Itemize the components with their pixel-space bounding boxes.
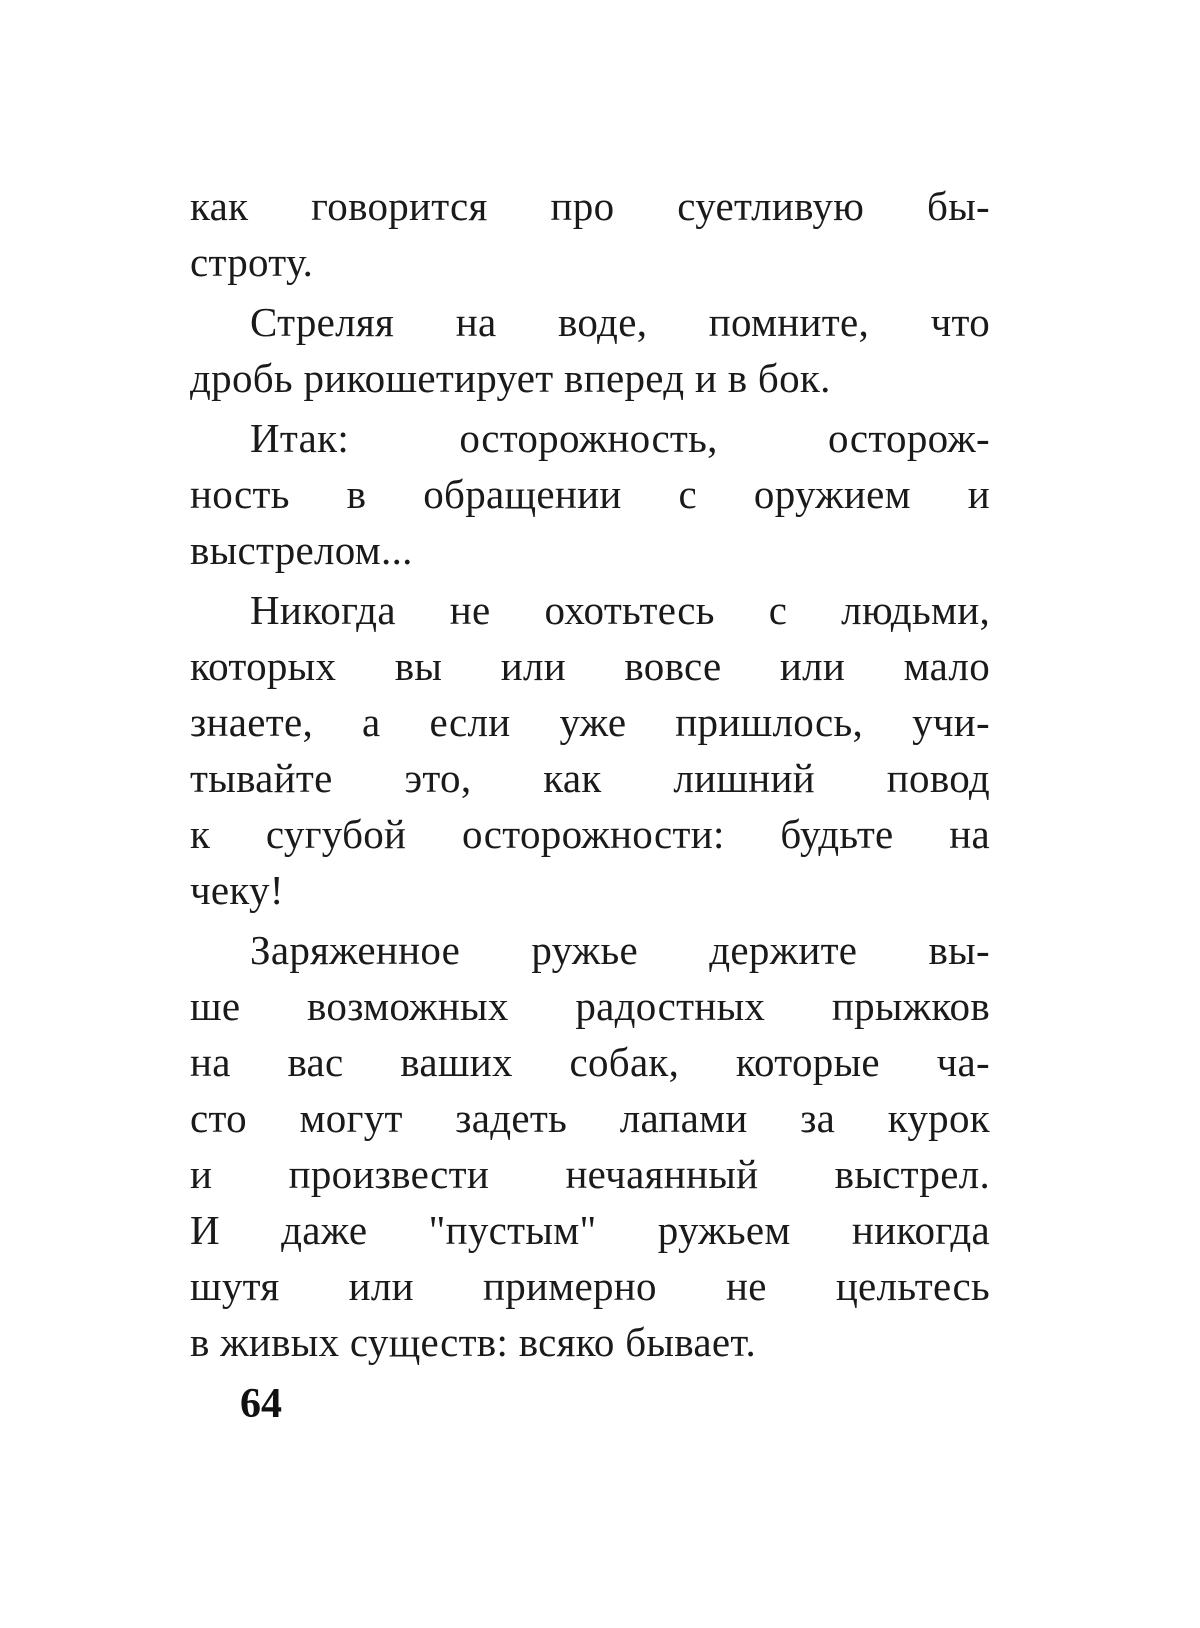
text-line: знаете, а если уже пришлось, учи- [190, 699, 990, 745]
text-line: чеку! [190, 867, 284, 913]
text-line: Заряженное ружье держите вы- [250, 927, 990, 973]
text-line: как говорится про суетливую бы- [190, 183, 990, 229]
text-line: и произвести нечаянный выстрел. [190, 1151, 990, 1197]
text-line: которых вы или вовсе или мало [190, 643, 990, 689]
text-line: дробь рикошетирует вперед и в бок. [190, 355, 831, 401]
text-line: Никогда не охотьтесь с людьми, [250, 587, 990, 633]
text-line: ше возможных радостных прыжков [190, 983, 990, 1029]
paragraph [190, 178, 990, 290]
text-line: тывайте это, как лишний повод [190, 755, 990, 801]
text-line: Стреляя на воде, помните, что [250, 299, 990, 345]
text-line: ность в обращении с оружием и [190, 471, 990, 517]
text-line: в живых существ: всяко бывает. [190, 1319, 757, 1365]
body-text [190, 178, 990, 1370]
text-line: к сугубой осторожности: будьте на [190, 811, 990, 857]
text-line: на вас ваших собак, которые ча- [190, 1039, 990, 1085]
text-line: строту. [190, 239, 314, 285]
text-line: И даже "пустым" ружьем никогда [190, 1207, 990, 1253]
page-number: 64 [240, 1381, 282, 1427]
paragraph [190, 582, 990, 918]
text-line: сто могут задеть лапами за курок [190, 1095, 990, 1141]
paragraph [190, 922, 990, 1370]
paragraph [190, 410, 990, 578]
text-line: выстрелом... [190, 527, 413, 573]
text-line: Итак: осторожность, осторож- [250, 415, 990, 461]
paragraph [190, 294, 990, 406]
text-line: шутя или примерно не цельтесь [190, 1263, 990, 1309]
